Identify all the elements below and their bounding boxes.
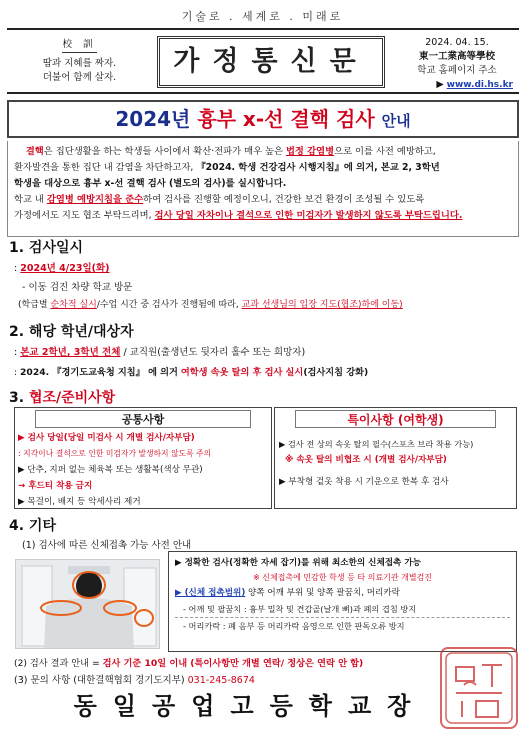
common-item bbox=[18, 430, 271, 446]
school-principal-signature: 동일공업고등학교장 bbox=[73, 692, 427, 720]
intro-text: 으로 이를 사전 예방하고, bbox=[334, 146, 436, 157]
schedule-line: - 이동 검진 차량 학교 방문 bbox=[22, 282, 133, 293]
school-name-hanja: 東一工業高等學校 bbox=[418, 51, 495, 62]
common-item: ▶ 단추, 지퍼 없는 체육복 또는 생활복(색상 무관) bbox=[18, 465, 203, 475]
etc-sub2-text: 검사 기준 10일 이내 (특이사항만 개별 연락/ 정상은 연락 안 함) bbox=[102, 658, 364, 669]
banner-year: 2024년 bbox=[115, 107, 191, 131]
newsletter-title: 가정통신문 bbox=[157, 36, 385, 88]
intro-text: 검사 당일 자차이나 결석으로 인한 미검자가 발생하지 않도록 부탁드립니다. bbox=[154, 210, 463, 221]
contact-detail: - 머리카락 : 폐 음부 등 머리카락 음영으로 인한 판독오류 방지 bbox=[183, 621, 405, 631]
common-items-header: 공통사항 bbox=[35, 410, 251, 428]
motto-label: 校 訓 bbox=[62, 38, 96, 53]
female-item: ▶ 검사 전 상의 속옷 탈의 필수(스포츠 브라 착용 가능) bbox=[279, 439, 474, 449]
etc-sub3-label: (3) 문의 사항 (대한결핵협회 경기도지부) bbox=[14, 675, 185, 686]
target-text: 여학생 속옷 탈의 후 검사 실시 bbox=[180, 367, 304, 378]
common-item: : 지각이나 결석으로 인한 미검자가 발생하지 않도록 주의 bbox=[18, 449, 212, 458]
contact-phone: 031-245-8674 bbox=[187, 675, 255, 686]
section-title-text: 협조/준비사항 bbox=[28, 390, 116, 406]
contact-info-box bbox=[168, 551, 517, 652]
schedule-note-text: 순차적 실시 bbox=[50, 300, 97, 310]
banner-topic: 흉부 x-선 결핵 검사 bbox=[197, 107, 375, 131]
common-item: ▶ 목걸이, 배지 등 악세사리 제거 bbox=[18, 497, 141, 507]
school-motto-box bbox=[7, 30, 152, 92]
contact-range-label: ▶ (신체 접촉범위) bbox=[175, 588, 246, 598]
contact-detail: - 어깨 및 팔꿈치 : 흉부 밀착 및 견갑골(날개 뼈)과 폐의 겹침 방지 bbox=[175, 601, 510, 618]
intro-text: 감염병 예방지침을 준수 bbox=[46, 194, 144, 205]
etc-sub1: (1) 검사에 따른 신체접촉 가능 사전 안내 bbox=[22, 540, 192, 551]
section-title-schedule: 1. 검사일시 bbox=[9, 240, 84, 256]
motto-line: 땀과 지혜를 짜자. bbox=[42, 58, 117, 69]
intro-text: 은 집단생활을 하는 학생들 사이에서 확산·전파가 매우 높은 bbox=[43, 146, 283, 157]
section-number: 3. bbox=[9, 390, 25, 406]
exam-date: 2024년 4/23일(화) bbox=[20, 263, 110, 274]
xray-posture-illustration bbox=[16, 560, 160, 649]
intro-text: 에 의거, 본교 2, 3학년 bbox=[343, 162, 440, 173]
female-item: ▶ 부착형 겉옷 착용 시 기운으로 한복 후 검사 bbox=[279, 477, 449, 487]
target-text: (검사지침 강화) bbox=[303, 367, 369, 378]
school-motto-header: 기술로 . 세계로 . 미래로 bbox=[181, 10, 344, 23]
issue-date: 2024. 04. 15. bbox=[425, 37, 489, 48]
intro-text: 하여 검사를 진행할 예정이오니, 건강한 보건 환경이 조성될 수 있도록 bbox=[143, 194, 425, 205]
target-text: 2024. 『경기도교육청 지침』 에 의거 bbox=[20, 367, 178, 378]
section-title-etc: 4. 기타 bbox=[9, 518, 56, 534]
intro-text: 환자발견을 통한 집단 내 감염을 차단하고자, bbox=[14, 162, 194, 173]
target-text: / 교직원(출생년도 뒷자리 홀수 또는 희망자) bbox=[123, 347, 306, 358]
common-items-box bbox=[14, 407, 272, 509]
xray-posture-photo bbox=[15, 559, 160, 649]
contact-bullet bbox=[175, 585, 510, 601]
schedule-note bbox=[18, 298, 403, 312]
etc-sub2-label: (2) 검사 결과 안내 = bbox=[14, 658, 100, 669]
intro-text: 『2024. 학생 건강검사 시행지침』 bbox=[196, 162, 344, 173]
target-line: : 2024. 『경기도교육청 지침』 에 의거 여학생 속옷 탈의 후 검사 실시(검사지침 강화) bbox=[14, 367, 369, 378]
notice-banner bbox=[7, 100, 519, 138]
contact-range-text: 양쪽 어깨 부위 및 양쪽 팔꿈치, 머리카락 bbox=[248, 588, 400, 598]
intro-paragraph bbox=[7, 141, 519, 237]
target-line: : 본교 2학년, 3학년 전체 / 교직원(출생년도 뒷자리 홀수 또는 희망자) bbox=[14, 347, 306, 358]
section-title-target: 2. 해당 학년/대상자 bbox=[9, 324, 134, 340]
masthead bbox=[7, 28, 519, 94]
intro-text: 가정에서도 지도 협조 부탁드리며, bbox=[14, 210, 152, 221]
intro-text: 학교 내 bbox=[14, 194, 44, 205]
schedule-date-line: : 2024년 4/23일(화) bbox=[14, 263, 110, 274]
schedule-note-text: /수업 시간 중 검사가 진행됨에 따라, bbox=[96, 300, 239, 310]
female-items-box bbox=[274, 407, 517, 509]
schedule-note-text: (학급별 bbox=[18, 300, 48, 310]
female-items-header: 특이사항 (여학생) bbox=[295, 410, 496, 428]
schedule-note-text: 교과 선생님의 입장 지도(협조)하에 이동) bbox=[241, 300, 403, 310]
banner-suffix: 안내 bbox=[381, 112, 411, 130]
etc-sub3 bbox=[14, 674, 255, 688]
arrow-icon: ▶ bbox=[436, 79, 444, 90]
issue-info bbox=[395, 36, 519, 92]
intro-text: 결핵 bbox=[25, 146, 44, 157]
section-title-prep bbox=[9, 390, 115, 408]
contact-note: ※ 신체접촉에 민감한 학생 등 타 의료기관 개별검진 bbox=[252, 573, 433, 582]
motto-line: 더불어 함께 살자. bbox=[42, 72, 117, 83]
intro-text: 법정 감염병 bbox=[285, 146, 335, 157]
common-item: → 후드티 착용 금지 bbox=[18, 481, 93, 491]
homepage-label: 학교 홈페이지 주소 bbox=[417, 65, 497, 76]
common-item-text: ▶ 검사 당일(당일 미검사 시 개별 검사/자부담) bbox=[18, 433, 195, 443]
female-item: ※ 속옷 탈의 비협조 시 (개별 검사/자부담) bbox=[285, 455, 447, 465]
target-text: 본교 2학년, 3학년 전체 bbox=[20, 347, 121, 358]
etc-sub2 bbox=[14, 657, 363, 671]
contact-bullet: ▶ 정확한 검사(정확한 자세 잡기)를 위해 최소한의 신체접촉 가능 bbox=[175, 558, 421, 568]
intro-text: 학생을 대상으로 흉부 x-선 결핵 검사 (별도의 검사)를 실시합니다. bbox=[14, 178, 287, 189]
homepage-link[interactable]: www.di.hs.kr bbox=[446, 80, 513, 90]
